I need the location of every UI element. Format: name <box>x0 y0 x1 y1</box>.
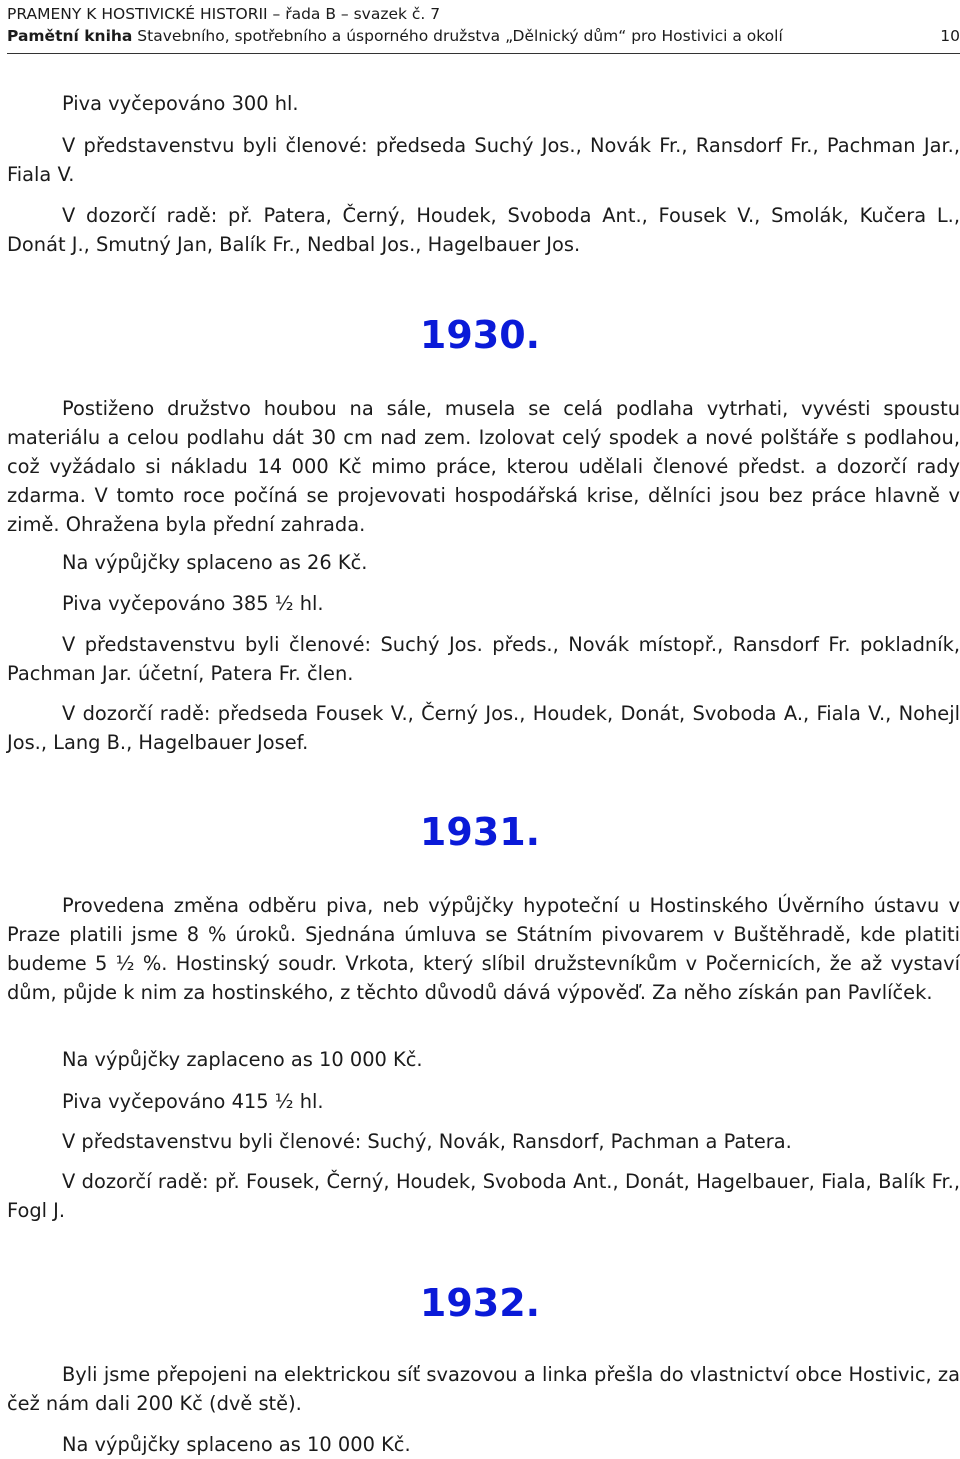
document-title-line <box>7 25 960 47</box>
paragraph-board-members-1930: V představenstvu byli členové: Suchý Jos. předs., Novák místopř., Ransdorf Fr. pokladník, Pachman Jar. účetní, Patera Fr. člen. <box>7 633 960 685</box>
paragraph-loans-10000-1932: Na výpůjčky splaceno as 10 000 Kč. <box>62 1433 411 1456</box>
paragraph-board-members-1931: V představenstvu byli členové: Suchý, Novák, Ransdorf, Pachman a Patera. <box>62 1130 792 1153</box>
paragraph-beer-300: Piva vyčepováno 300 hl. <box>62 92 299 115</box>
document-title <box>7 25 783 47</box>
paragraph-beer-415: Piva vyčepováno 415 ½ hl. <box>62 1090 324 1113</box>
paragraph-beer-385: Piva vyčepováno 385 ½ hl. <box>62 592 324 615</box>
paragraph-loans-10000: Na výpůjčky zaplaceno as 10 000 Kč. <box>62 1048 423 1071</box>
series-line: PRAMENY K HOSTIVICKÉ HISTORII – řada B – svazek č. 7 <box>7 5 441 23</box>
year-heading-1932: 1932. <box>419 1281 541 1325</box>
paragraph-supervisory-board-1931: V dozorčí radě: př. Fousek, Černý, Houdek, Svoboda Ant., Donát, Hagelbauer, Fiala, Balík Fr., Fogl J. <box>7 1170 960 1222</box>
document-title-rest: Stavebního, spotřebního a úsporného družstva „Dělnický dům“ pro Hostivici a okolí <box>132 27 783 45</box>
page-header <box>7 3 960 47</box>
paragraph-1931-beer-change: Provedena změna odběru piva, neb výpůjčky hypoteční u Hostinského Úvěrního ústavu v Praze platili jsme 8 % úroků. Sjednána úmluva se Státním pivovarem v Buštěhradě, kde platiti budeme 5 ½ %. Hostinský soudr. Vrkota, který slíbil družstevníkům v Počernicích, že až vystaví dům, půjde k nim za hostinského, z těchto důvodů dává výpověď. Za něho získán pan Pavlíček. <box>7 894 960 1004</box>
paragraph-supervisory-board-1930: V dozorčí radě: předseda Fousek V., Černý Jos., Houdek, Donát, Svoboda A., Fiala V., Nohejl Jos., Lang B., Hagelbauer Josef. <box>7 702 960 754</box>
document-title-bold: Pamětní kniha <box>7 27 133 45</box>
paragraph-1932-electric: Byli jsme přepojeni na elektrickou síť svazovou a linka přešla do vlastnictví obce Hostivic, za čež nám dali 200 Kč (dvě stě). <box>7 1363 960 1415</box>
year-heading-1930: 1930. <box>419 313 541 357</box>
year-heading-1931: 1931. <box>419 810 541 854</box>
paragraph-supervisory-board-1929: V dozorčí radě: př. Patera, Černý, Houdek, Svoboda Ant., Fousek V., Smolák, Kučera L., Donát J., Smutný Jan, Balík Fr., Nedbal Jos., Hagelbauer Jos. <box>7 204 960 256</box>
header-divider <box>7 53 960 54</box>
paragraph-board-members-1929: V představenstvu byli členové: předseda Suchý Jos., Novák Fr., Ransdorf Fr., Pachman Jar., Fiala V. <box>7 134 960 186</box>
page-number: 10 <box>940 27 960 45</box>
paragraph-1930-fungus: Postiženo družstvo houbou na sále, musela se celá podlaha vytrhati, vyvésti spoustu materiálu a celou podlahu dát 30 cm nad zem. Izolovat celý spodek a nové polštáře s podlahou, což vyžádalo si nákladu 14 000 Kč mimo práce, kterou udělali členové předst. a dozorčí rady zdarma. V tomto roce počíná se projevovati hospodářská krise, dělníci jsou bez práce hlavně v zimě. Ohražena byla přední zahrada. <box>7 397 960 536</box>
paragraph-loans-26: Na výpůjčky splaceno as 26 Kč. <box>62 551 368 574</box>
